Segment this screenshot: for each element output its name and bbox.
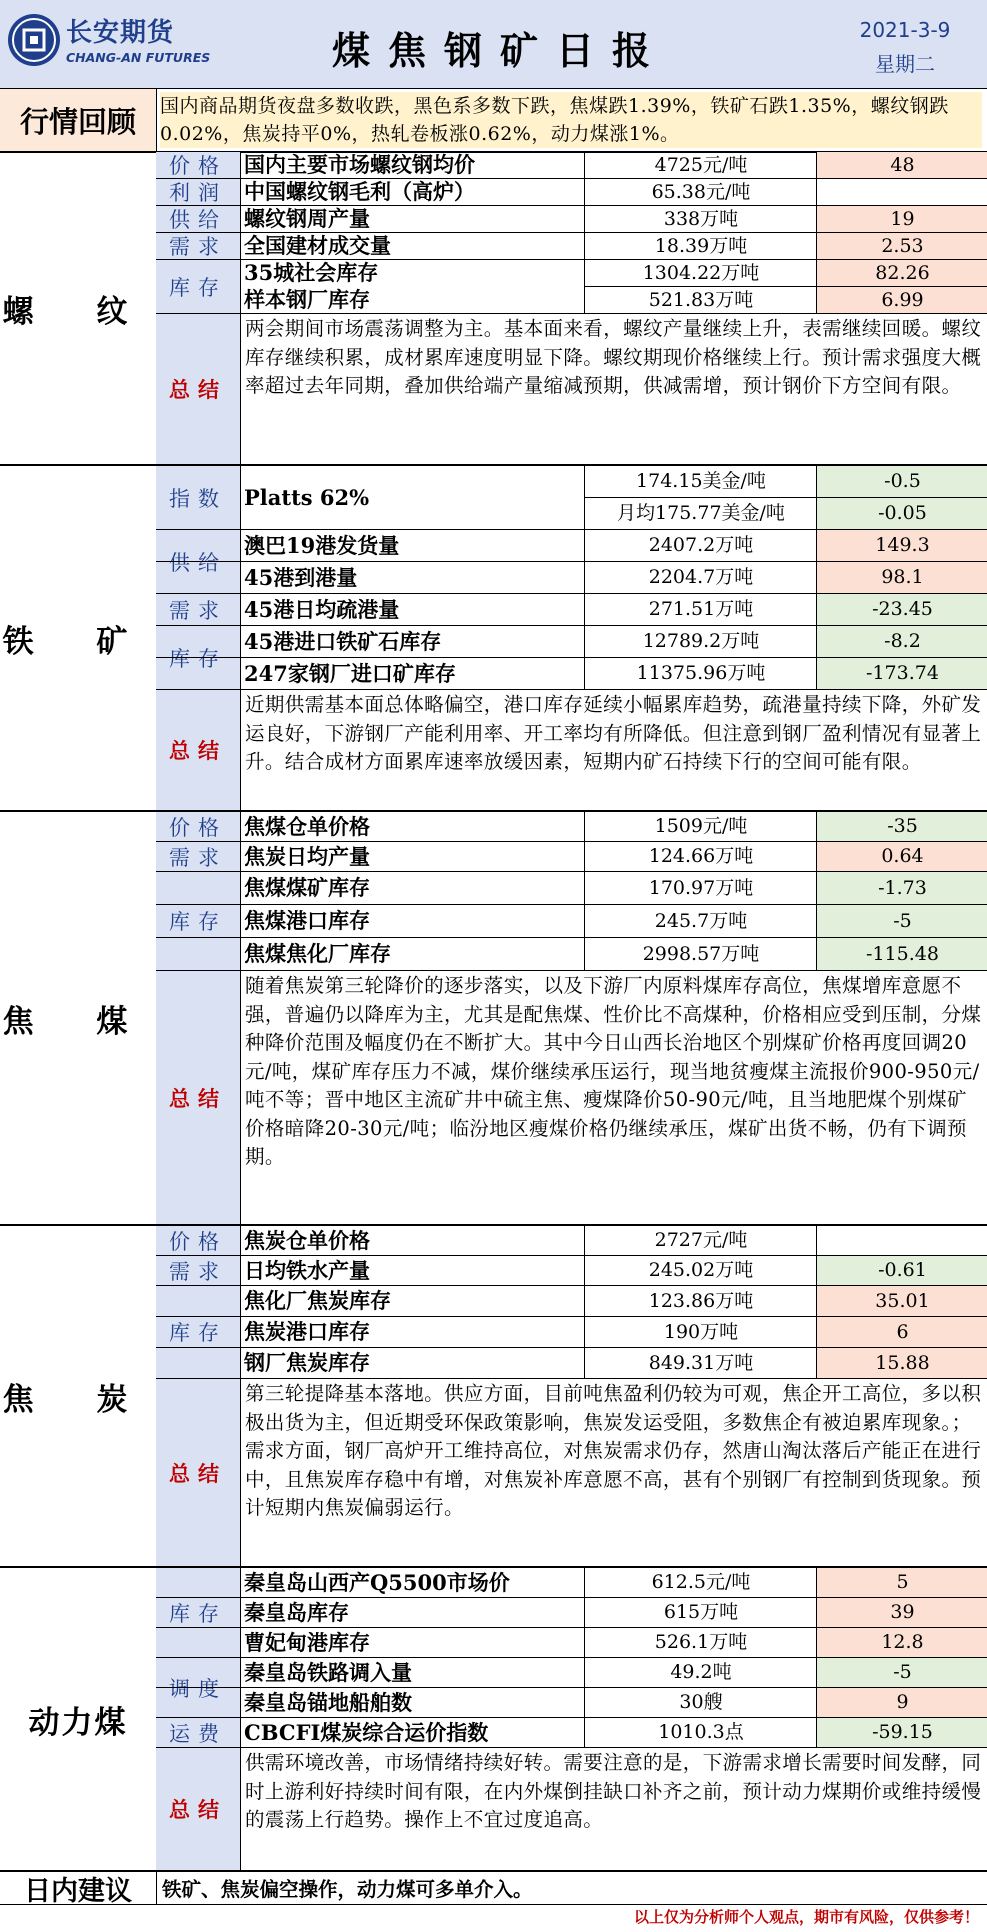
row-change: 6.99 <box>816 287 987 313</box>
table-row <box>156 1256 987 1286</box>
row-category-merged: 指数 <box>156 466 241 530</box>
summary-text: 第三轮提降基本落地。供应方面，目前吨焦盈利仍较为可观，焦企开工高位，多以积极出货为主，但近期受环保政策影响，焦炭发运受阻，多数焦企有被迫累库现象。；需求方面，钢厂高炉开工维持高位，对焦炭需求仍存，然唐山淘汰落后产能正在进行中，且焦炭库存稳中有增，对焦炭补库意愿不高，甚有个别钢厂有控制到货现象。预计短期内焦炭偏弱运行。 <box>240 1380 986 1523</box>
iron-ore-section-label: 铁 矿 <box>0 466 157 810</box>
row-item: 秦皇岛库存 <box>244 1600 349 1625</box>
row-change: -1.73 <box>816 872 987 904</box>
row-item: 35城社会库存 <box>244 260 379 285</box>
table-row <box>156 905 987 938</box>
row-value: 2998.57万吨 <box>584 938 817 970</box>
row-value: 612.5元/吨 <box>584 1568 817 1597</box>
row-change: 48 <box>816 152 987 178</box>
thermal-coal-section <box>0 1568 987 1870</box>
row-item: 澳巴19港发货量 <box>244 533 400 558</box>
table-row <box>156 1226 987 1256</box>
row-category: 供给 <box>156 206 241 232</box>
coking-coal-section <box>0 812 987 1226</box>
company-name-cn: 长安期货 <box>66 18 175 48</box>
row-value: 1509元/吨 <box>584 812 817 841</box>
table-row <box>156 938 987 971</box>
row-item: 焦煤港口库存 <box>244 908 370 933</box>
row-change: -0.05 <box>816 498 987 529</box>
row-change: 6 <box>816 1317 987 1347</box>
row-item: 45港日均疏港量 <box>244 597 400 622</box>
row-value: 123.86万吨 <box>584 1286 817 1316</box>
row-item: 焦炭港口库存 <box>244 1319 370 1344</box>
summary-text: 两会期间市场震荡调整为主。基本面来看，螺纹产量继续上升，表需继续回暖。螺纹库存继续积累，成材累库速度明显下降。螺纹期现价格继续上行。预计需求强度大概率超过去年同期，叠加供给端产量缩减预期，供减需增，预计钢价下方空间有限。 <box>240 315 986 401</box>
table-row <box>156 1628 987 1658</box>
row-change: -0.5 <box>816 466 987 498</box>
rebar-section-label: 螺 纹 <box>0 152 157 464</box>
row-change: 98.1 <box>816 562 987 593</box>
summary-label: 总结 <box>156 971 241 1224</box>
row-value: 2204.7万吨 <box>584 562 817 593</box>
row-item: 247家钢厂进口矿库存 <box>244 661 456 686</box>
intraday-advice-text: 铁矿、焦炭偏空操作，动力煤可多单介入。 <box>162 1878 533 1901</box>
row-value: 12789.2万吨 <box>584 626 817 657</box>
row-value: 11375.96万吨 <box>584 658 817 689</box>
summary-label: 总结 <box>156 1379 241 1566</box>
row-change: 149.3 <box>816 530 987 561</box>
table-row <box>156 594 987 626</box>
row-item: 焦炭日均产量 <box>244 844 370 869</box>
row-value: 30艘 <box>584 1688 817 1717</box>
row-change: 15.88 <box>816 1348 987 1378</box>
report-weekday: 星期二 <box>875 52 935 76</box>
row-change <box>816 1226 987 1255</box>
row-value: 170.97万吨 <box>584 872 817 904</box>
row-item: 秦皇岛锚地船舶数 <box>244 1690 412 1715</box>
row-change: -59.15 <box>816 1718 987 1747</box>
row-item: 秦皇岛铁路调入量 <box>244 1660 412 1685</box>
row-item: 秦皇岛山西产Q5500市场价 <box>244 1570 510 1595</box>
table-row <box>156 1658 987 1688</box>
row-category: 需求 <box>156 1256 241 1285</box>
table-row <box>156 1286 987 1317</box>
row-category: 利润 <box>156 179 241 205</box>
row-item: 焦化厂焦炭库存 <box>244 1288 391 1313</box>
table-row <box>156 466 987 530</box>
row-item: 国内主要市场螺纹钢均价 <box>244 152 475 177</box>
row-item: 样本钢厂库存 <box>244 287 370 312</box>
row-item: 中国螺纹钢毛利（高炉） <box>244 179 475 204</box>
row-item: 焦煤焦化厂库存 <box>244 941 391 966</box>
row-item: 45港进口铁矿石库存 <box>244 629 442 654</box>
row-change: 2.53 <box>816 233 987 259</box>
row-change: -23.45 <box>816 594 987 625</box>
row-value: 1304.22万吨 <box>584 260 817 287</box>
row-change: 39 <box>816 1598 987 1627</box>
row-change: -35 <box>816 812 987 841</box>
row-category-merged: 库存 <box>156 626 241 690</box>
row-value: 271.51万吨 <box>584 594 817 625</box>
row-change: 19 <box>816 206 987 232</box>
table-row <box>156 260 987 286</box>
table-row <box>156 1598 987 1628</box>
table-row <box>156 1568 987 1598</box>
row-item: 钢厂焦炭库存 <box>244 1350 370 1375</box>
table-row <box>156 1317 987 1348</box>
company-name-en: CHANG-AN FUTURES <box>66 50 211 65</box>
table-row <box>156 658 987 690</box>
summary-label: 总结 <box>156 690 241 810</box>
row-value: 521.83万吨 <box>584 287 817 313</box>
row-item: 螺纹钢周产量 <box>244 206 370 231</box>
row-change: -8.2 <box>816 626 987 657</box>
table-row <box>156 152 987 179</box>
row-item: Platts 62% <box>244 485 370 510</box>
row-value: 849.31万吨 <box>584 1348 817 1378</box>
summary-label: 总结 <box>156 1748 241 1870</box>
row-change: -115.48 <box>816 938 987 970</box>
row-change: -0.61 <box>816 1256 987 1285</box>
iron-ore-section <box>0 466 987 812</box>
table-row <box>156 562 987 594</box>
table-row <box>156 812 987 842</box>
summary-row <box>156 1379 987 1566</box>
row-item: 日均铁水产量 <box>244 1258 370 1283</box>
row-category-merged: 供给 <box>156 530 241 594</box>
row-change: 0.64 <box>816 842 987 871</box>
table-row <box>156 1718 987 1748</box>
table-row <box>156 842 987 872</box>
row-item: 曹妃甸港库存 <box>244 1630 370 1655</box>
row-change <box>816 179 987 205</box>
table-row <box>156 179 987 206</box>
summary-row <box>156 1748 987 1870</box>
table-row <box>156 206 987 233</box>
row-change: 35.01 <box>816 1286 987 1316</box>
company-logo-icon <box>6 12 62 68</box>
table-row <box>156 233 987 260</box>
row-value: 1010.3点 <box>584 1718 817 1747</box>
summary-row <box>156 314 987 464</box>
coke-section-label: 焦 炭 <box>0 1226 157 1566</box>
row-category: 需求 <box>156 594 241 625</box>
summary-row <box>156 971 987 1224</box>
row-change: -5 <box>816 905 987 937</box>
row-value: 338万吨 <box>584 206 817 232</box>
summary-text: 随着焦炭第三轮降价的逐步落实，以及下游厂内原料煤库存高位，焦煤增库意愿不强，普遍仍以降库为主，尤其是配焦煤、性价比不高煤种，价格相应受到压制，分煤种降价范围及幅度仍在不断扩大。其中今日山西长治地区个别煤矿价格再度回调20元/吨，煤矿库存压力不减，煤价继续承压运行，现当地贫瘦煤主流报价900-950元/吨不等；晋中地区主流矿井中硫主焦、瘦煤降价50-90元/吨，且当地肥煤个别煤矿价格暗降20-30元/吨；临汾地区瘦煤价格仍继续承压，煤矿出货不畅，仍有下调预期。 <box>240 972 986 1172</box>
row-change: 5 <box>816 1568 987 1597</box>
table-row <box>156 1688 987 1718</box>
table-row <box>156 872 987 905</box>
row-item: 45港到港量 <box>244 565 358 590</box>
row-change: 82.26 <box>816 260 987 287</box>
intraday-advice-label: 日内建议 <box>0 1872 157 1904</box>
row-value: 月均175.77美金/吨 <box>584 498 817 529</box>
row-value: 4725元/吨 <box>584 152 817 178</box>
risk-disclaimer: 以上仅为分析师个人观点，期市有风险，仅供参考！ <box>633 1908 979 1926</box>
row-change: -173.74 <box>816 658 987 689</box>
row-value: 615万吨 <box>584 1598 817 1627</box>
report-header <box>0 0 987 89</box>
table-row <box>156 287 987 314</box>
row-value: 190万吨 <box>584 1317 817 1347</box>
market-review-label: 行情回顾 <box>0 89 157 151</box>
row-category: 运费 <box>156 1718 241 1747</box>
row-category: 价格 <box>156 812 241 841</box>
row-category-merged: 库存 <box>156 260 241 313</box>
thermal-coal-section-label: 动力煤 <box>0 1568 157 1870</box>
row-category: 价格 <box>156 1226 241 1255</box>
row-value: 245.02万吨 <box>584 1256 817 1285</box>
row-change: 9 <box>816 1688 987 1717</box>
row-item: 焦煤煤矿库存 <box>244 875 370 900</box>
summary-row <box>156 690 987 810</box>
row-category: 需求 <box>156 842 241 871</box>
table-row <box>156 626 987 658</box>
rebar-section <box>0 152 987 466</box>
row-item: 全国建材成交量 <box>244 233 391 258</box>
row-value: 526.1万吨 <box>584 1628 817 1657</box>
row-category: 需求 <box>156 233 241 259</box>
row-value: 245.7万吨 <box>584 905 817 937</box>
row-change: -5 <box>816 1658 987 1687</box>
row-value: 2727元/吨 <box>584 1226 817 1255</box>
coke-section <box>0 1226 987 1568</box>
row-value: 49.2吨 <box>584 1658 817 1687</box>
row-value: 18.39万吨 <box>584 233 817 259</box>
coking-coal-section-label: 焦 煤 <box>0 812 157 1224</box>
report-title: 煤焦钢矿日报 <box>331 29 668 73</box>
row-item: 焦炭仓单价格 <box>244 1228 370 1253</box>
row-item: CBCFI煤炭综合运价指数 <box>244 1720 489 1745</box>
row-category-merged: 库存 <box>156 1568 241 1658</box>
row-category: 价格 <box>156 152 241 178</box>
row-item: 焦煤仓单价格 <box>244 814 370 839</box>
intraday-advice-row <box>0 1870 987 1905</box>
row-value: 124.66万吨 <box>584 842 817 871</box>
summary-text: 近期供需基本面总体略偏空，港口库存延续小幅累库趋势，疏港量持续下降，外矿发运良好，下游钢厂产能利用率、开工率均有所降低。但注意到钢厂盈利情况有显著上升。结合成材方面累库速率放缓因素，短期内矿石持续下行的空间可能有限。 <box>240 691 986 777</box>
report-date: 2021-3-9 <box>859 18 951 42</box>
table-row <box>156 1348 987 1379</box>
row-category-merged: 调度 <box>156 1658 241 1718</box>
row-category-merged: 库存 <box>156 1286 241 1379</box>
row-category-merged: 库存 <box>156 872 241 971</box>
market-review-row <box>0 89 987 153</box>
row-value: 174.15美金/吨 <box>584 466 817 498</box>
summary-label: 总结 <box>156 314 241 464</box>
summary-text: 供需环境改善，市场情绪持续好转。需要注意的是，下游需求增长需要时间发酵，同时上游利好持续时间有限，在内外煤倒挂缺口补齐之前，预计动力煤期价或维持缓慢的震荡上行趋势。操作上不宜过度追高。 <box>240 1749 986 1835</box>
row-value: 65.38元/吨 <box>584 179 817 205</box>
market-review-text: 国内商品期货夜盘多数收跌，黑色系多数下跌，焦煤跌1.39%，铁矿石跌1.35%，螺纹钢跌0.02%，焦炭持平0%，热轧卷板涨0.62%，动力煤涨1%。 <box>160 92 982 148</box>
row-change: 12.8 <box>816 1628 987 1657</box>
row-value: 2407.2万吨 <box>584 530 817 561</box>
table-row <box>156 530 987 562</box>
